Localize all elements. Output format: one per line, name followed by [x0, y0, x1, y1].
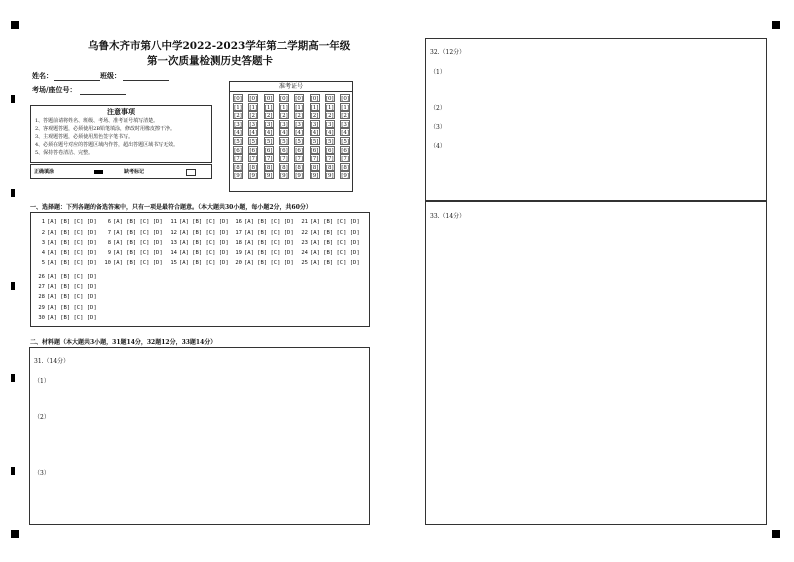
admission-digit-bubble[interactable]: [6] [325, 147, 334, 154]
mc-question-number: 23 [301, 240, 308, 246]
admission-digit-bubble[interactable]: [9] [310, 173, 319, 180]
side-mark [11, 189, 15, 197]
mc-question-number: 4 [41, 250, 45, 256]
mc-question-number: 13 [170, 240, 177, 246]
admission-digit-bubble[interactable]: [8] [279, 164, 288, 171]
absent-mark-label: 缺考标记 [124, 169, 145, 175]
admission-digit-bubble[interactable]: [2] [325, 113, 334, 120]
mc-options[interactable]: [A] [B] [C] [D] [113, 260, 163, 266]
mc-question-row[interactable] [37, 260, 97, 266]
name-label: 姓名： [32, 71, 53, 80]
mc-question-number: 28 [38, 294, 45, 301]
mc-options[interactable]: [A] [B] [C] [D] [47, 219, 97, 225]
admission-digit-bubble[interactable]: [1] [234, 104, 242, 111]
mc-question-row[interactable] [37, 240, 97, 246]
mc-question-number: 29 [38, 304, 45, 311]
admission-digit-bubble[interactable]: [9] [341, 173, 349, 180]
mc-options[interactable]: [A] [B] [C] [D] [47, 274, 97, 280]
mc-question-number: 24 [301, 250, 308, 256]
admission-digit-bubble[interactable]: [9] [279, 173, 288, 180]
mc-question-row[interactable] [169, 250, 229, 256]
mc-options[interactable]: [A] [B] [C] [D] [113, 240, 163, 246]
corner-mark-tl [11, 21, 19, 29]
mc-answer-box [30, 212, 370, 327]
correct-fill-sample [94, 170, 103, 174]
mc-options[interactable]: [A] [B] [C] [D] [179, 260, 229, 266]
admission-digit-bubble[interactable]: [0] [325, 96, 334, 102]
mc-options[interactable]: [A] [B] [C] [D] [47, 240, 97, 246]
mc-question-row[interactable] [169, 230, 229, 236]
class-label: 班级： [100, 71, 121, 80]
section2-title: 二、材料题（本大题共3小题，31题14分，32题12分，33题14分） [30, 339, 217, 346]
admission-digit-bubble[interactable]: [7] [325, 156, 334, 163]
admission-digit-bubble[interactable]: [4] [249, 130, 258, 137]
correct-fill-label: 正确填涂 [34, 169, 55, 175]
admission-digit-bubble[interactable]: [4] [325, 130, 334, 137]
admission-digit-bubble[interactable]: [8] [341, 164, 349, 171]
admission-digit-bubble[interactable]: [8] [249, 164, 258, 171]
side-mark [11, 282, 15, 290]
admission-digit-bubble[interactable]: [3] [310, 121, 319, 128]
admission-digit-bubble[interactable]: [4] [279, 130, 288, 137]
mc-options[interactable]: [A] [B] [C] [D] [244, 250, 294, 256]
admission-digit-bubble[interactable]: [8] [295, 164, 304, 171]
admission-digit-bubble[interactable]: [8] [234, 164, 242, 171]
absent-mark-box[interactable] [186, 169, 196, 176]
mc-question-number: 8 [107, 240, 111, 246]
admission-digit-column [264, 94, 274, 180]
mc-question-row[interactable] [234, 240, 294, 246]
admission-digit-bubble[interactable]: [2] [279, 113, 288, 120]
admission-digit-bubble[interactable]: [6] [279, 147, 288, 154]
admission-digit-bubble[interactable]: [8] [264, 164, 273, 171]
admission-digit-bubble[interactable]: [1] [325, 104, 334, 111]
q31-label: 31.（14分） [34, 358, 70, 365]
admission-digit-bubble[interactable]: [3] [279, 121, 288, 128]
admission-digit-bubble[interactable]: [0] [341, 96, 349, 102]
admission-digit-bubble[interactable]: [9] [264, 173, 273, 180]
admission-digit-bubble[interactable]: [0] [249, 96, 258, 102]
mc-question-number: 11 [170, 219, 177, 225]
admission-digit-column [248, 94, 258, 180]
mc-options[interactable]: [A] [B] [C] [D] [113, 230, 163, 236]
mc-options[interactable]: [A] [B] [C] [D] [244, 230, 294, 236]
mc-options[interactable]: [A] [B] [C] [D] [310, 230, 360, 236]
mc-options[interactable]: [A] [B] [C] [D] [47, 304, 97, 311]
mc-options[interactable]: [A] [B] [C] [D] [47, 250, 97, 256]
admission-digit-bubble[interactable]: [7] [249, 156, 258, 163]
admission-digit-column [233, 94, 243, 180]
side-mark [11, 374, 15, 382]
q32-answer-box[interactable] [425, 38, 767, 201]
admission-digit-bubble[interactable]: [3] [295, 121, 304, 128]
admission-digit-bubble[interactable]: [2] [264, 113, 273, 120]
admission-digit-bubble[interactable]: [3] [341, 121, 349, 128]
mc-question-row[interactable] [37, 305, 97, 311]
mc-options[interactable]: [A] [B] [C] [D] [310, 219, 360, 225]
admission-digit-bubble[interactable]: [2] [341, 113, 349, 120]
admission-digit-bubble[interactable]: [0] [295, 96, 304, 102]
mc-options[interactable]: [A] [B] [C] [D] [179, 230, 229, 236]
mc-question-number: 1 [41, 219, 45, 225]
mc-question-number: 10 [104, 260, 111, 266]
mc-options[interactable]: [A] [B] [C] [D] [244, 240, 294, 246]
admission-digit-bubble[interactable]: [5] [234, 138, 242, 145]
q32-part-1: （1） [430, 69, 446, 76]
notice-item: 5、保持答卷清洁、完整。 [35, 150, 94, 156]
notice-item: 2、客观题答题，必须使用2B铅笔填涂，修改时用橡皮擦干净。 [35, 126, 176, 132]
admission-digit-bubble[interactable]: [9] [325, 173, 334, 180]
admission-digit-bubble[interactable]: [7] [310, 156, 319, 163]
mc-question-row[interactable] [169, 240, 229, 246]
q32-part-3: （3） [430, 124, 446, 131]
mc-question-number: 14 [170, 250, 177, 256]
admission-digit-bubble[interactable]: [0] [264, 96, 273, 102]
corner-mark-tr [772, 21, 780, 29]
mc-question-row[interactable] [234, 230, 294, 236]
mc-question-row[interactable] [234, 219, 294, 225]
notice-item: 1、答题前请将姓名、班级、考场、准考证号填写清楚。 [35, 118, 159, 124]
mc-question-row[interactable] [103, 230, 163, 236]
admission-digit-column [279, 94, 289, 180]
admission-digit-bubble[interactable]: [5] [279, 138, 288, 145]
mc-options[interactable]: [A] [B] [C] [D] [179, 219, 229, 225]
mc-question-number: 21 [301, 219, 308, 225]
mc-question-row[interactable] [169, 260, 229, 266]
mc-question-number: 2 [41, 230, 45, 236]
admission-digit-column [325, 94, 335, 180]
page-title-line1: 乌鲁木齐市第八中学2022-2023学年第二学期高一年级 [88, 40, 351, 52]
admission-digit-column [310, 94, 320, 180]
admission-digit-bubble[interactable]: [5] [249, 138, 258, 145]
mc-question-row[interactable] [234, 260, 294, 266]
mc-question-number: 16 [235, 219, 242, 225]
mc-question-row[interactable] [37, 250, 97, 256]
admission-digit-bubble[interactable]: [5] [310, 138, 319, 145]
mc-question-row[interactable] [37, 294, 97, 300]
mc-question-number: 26 [38, 274, 45, 280]
mc-options[interactable]: [A] [B] [C] [D] [310, 260, 360, 266]
admission-digit-bubble[interactable]: [9] [295, 173, 304, 180]
admission-digit-bubble[interactable]: [6] [310, 147, 319, 154]
q33-label: 33.（14分） [430, 213, 466, 220]
mc-question-row[interactable] [37, 284, 97, 290]
notice-item: 4、必须在题号对应的答题区域内作答，超出答题区域书写无效。 [35, 142, 179, 148]
admission-digit-bubble[interactable]: [1] [264, 104, 273, 111]
mc-question-row[interactable] [300, 250, 360, 256]
mc-question-number: 7 [107, 230, 111, 236]
mc-options[interactable]: [A] [B] [C] [D] [47, 260, 97, 266]
admission-digit-bubble[interactable]: [5] [295, 138, 304, 145]
admission-digit-bubble[interactable]: [2] [234, 113, 242, 120]
admission-digit-bubble[interactable]: [4] [341, 130, 349, 137]
q31-answer-box[interactable] [29, 347, 370, 525]
admission-digit-bubble[interactable]: [7] [341, 156, 349, 163]
admission-digit-bubble[interactable]: [4] [310, 130, 319, 137]
mc-question-number: 22 [301, 230, 308, 236]
admission-digit-bubble[interactable]: [7] [279, 156, 288, 163]
q32-label: 32.（12分） [430, 49, 466, 56]
admission-digit-bubble[interactable]: [6] [295, 147, 304, 154]
q32-part-4: （4） [430, 143, 446, 150]
mc-question-row[interactable] [169, 219, 229, 225]
notice-title: 注意事项 [107, 107, 135, 116]
mc-options[interactable]: [A] [B] [C] [D] [179, 240, 229, 246]
admission-digit-bubble[interactable]: [5] [325, 138, 334, 145]
seat-label: 考场/座位号： [32, 85, 77, 94]
admission-digit-bubble[interactable]: [3] [249, 121, 258, 128]
mc-options[interactable]: [A] [B] [C] [D] [113, 219, 163, 225]
mc-question-row[interactable] [103, 240, 163, 246]
admission-digit-bubble[interactable]: [8] [310, 164, 319, 171]
admission-digit-bubble[interactable]: [1] [279, 104, 288, 111]
mc-options[interactable]: [A] [B] [C] [D] [244, 260, 294, 266]
admission-digit-bubble[interactable]: [9] [234, 173, 242, 180]
mc-question-number: 9 [107, 250, 111, 256]
admission-digit-bubble[interactable]: [9] [249, 173, 258, 180]
mc-question-number: 18 [235, 240, 242, 246]
name-field[interactable] [54, 80, 100, 81]
admission-digit-bubble[interactable]: [0] [279, 96, 288, 102]
mc-options[interactable]: [A] [B] [C] [D] [179, 250, 229, 256]
fill-legend [30, 164, 212, 179]
mc-question-number: 6 [107, 219, 111, 225]
admission-digit-bubble[interactable]: [2] [295, 113, 304, 120]
admission-digit-bubble[interactable]: [7] [295, 156, 304, 163]
admission-digit-bubble[interactable]: [0] [234, 96, 242, 102]
admission-digit-bubble[interactable]: [4] [295, 130, 304, 137]
mc-question-row[interactable] [37, 274, 97, 280]
admission-digit-bubble[interactable]: [6] [249, 147, 258, 154]
side-mark [11, 95, 15, 103]
mc-question-number: 25 [301, 260, 308, 266]
admission-digit-bubble[interactable]: [1] [249, 104, 258, 111]
admission-digit-bubble[interactable]: [3] [325, 121, 334, 128]
mc-options[interactable]: [A] [B] [C] [D] [244, 219, 294, 225]
mc-question-row[interactable] [37, 219, 97, 225]
mc-question-row[interactable] [234, 250, 294, 256]
notice-box [30, 105, 212, 163]
q31-part-2: （2） [34, 414, 50, 421]
admission-title: 准考证号 [230, 82, 352, 92]
mc-options[interactable]: [A] [B] [C] [D] [47, 314, 97, 321]
mc-question-row[interactable] [103, 250, 163, 256]
admission-digit-bubble[interactable]: [1] [295, 104, 304, 111]
admission-digit-bubble[interactable]: [1] [310, 104, 319, 111]
admission-digit-bubble[interactable]: [3] [234, 121, 242, 128]
mc-question-number: 30 [38, 314, 45, 321]
admission-digit-bubble[interactable]: [5] [264, 138, 273, 145]
admission-digit-column [340, 94, 350, 180]
mc-question-row[interactable] [300, 240, 360, 246]
admission-digit-bubble[interactable]: [4] [264, 130, 273, 137]
section1-title: 一、选择题：下列各题的备选答案中，只有一项是最符合题意。（本大题共30小题，每小题2分，共60分） [30, 204, 312, 211]
q31-part-1: （1） [34, 378, 50, 385]
mc-question-row[interactable] [300, 260, 360, 266]
admission-digit-bubble[interactable]: [6] [341, 147, 349, 154]
admission-digit-bubble[interactable]: [5] [341, 138, 349, 145]
mc-question-number: 15 [170, 260, 177, 266]
admission-digit-bubble[interactable]: [6] [234, 147, 242, 154]
admission-digit-bubble[interactable]: [8] [325, 164, 334, 171]
admission-digit-column [294, 94, 304, 180]
seat-field[interactable] [80, 94, 126, 95]
admission-digit-bubble[interactable]: [6] [264, 147, 273, 154]
admission-digit-bubble[interactable]: [4] [234, 130, 242, 137]
mc-question-row[interactable] [300, 230, 360, 236]
mc-options[interactable]: [A] [B] [C] [D] [310, 250, 360, 256]
mc-question-number: 5 [41, 260, 45, 266]
mc-question-number: 3 [41, 240, 45, 246]
mc-question-row[interactable] [103, 260, 163, 266]
q33-answer-box[interactable] [425, 201, 767, 525]
admission-digit-bubble[interactable]: [2] [249, 113, 258, 120]
admission-digit-bubble[interactable]: [7] [264, 156, 273, 163]
mc-options[interactable]: [A] [B] [C] [D] [113, 250, 163, 256]
q31-part-3: （3） [34, 470, 50, 477]
mc-question-number: 17 [235, 230, 242, 236]
admission-digit-bubble[interactable]: [0] [310, 96, 319, 102]
mc-question-number: 19 [235, 250, 242, 256]
mc-question-row[interactable] [103, 219, 163, 225]
corner-mark-bl [11, 530, 19, 538]
class-field[interactable] [123, 80, 169, 81]
mc-options[interactable]: [A] [B] [C] [D] [47, 230, 97, 236]
mc-question-row[interactable] [300, 219, 360, 225]
admission-digit-bubble[interactable]: [1] [341, 104, 349, 111]
admission-number-grid [229, 81, 353, 192]
mc-question-row[interactable] [37, 315, 97, 321]
admission-digit-bubble[interactable]: [7] [234, 156, 242, 163]
admission-digit-bubble[interactable]: [3] [264, 121, 273, 128]
notice-item: 3、主观题答题，必须使用黑色签字笔书写。 [35, 134, 134, 140]
page-title-line2: 第一次质量检测历史答题卡 [147, 55, 273, 67]
mc-question-number: 20 [235, 260, 242, 266]
admission-digit-bubble[interactable]: [2] [310, 113, 319, 120]
mc-question-number: 27 [38, 284, 45, 291]
mc-options[interactable]: [A] [B] [C] [D] [310, 240, 360, 246]
corner-mark-br [772, 530, 780, 538]
mc-options[interactable]: [A] [B] [C] [D] [47, 294, 97, 301]
mc-question-number: 12 [170, 230, 177, 236]
side-mark [11, 467, 15, 475]
mc-question-row[interactable] [37, 230, 97, 236]
q32-part-2: （2） [430, 105, 446, 112]
mc-options[interactable]: [A] [B] [C] [D] [47, 284, 97, 291]
